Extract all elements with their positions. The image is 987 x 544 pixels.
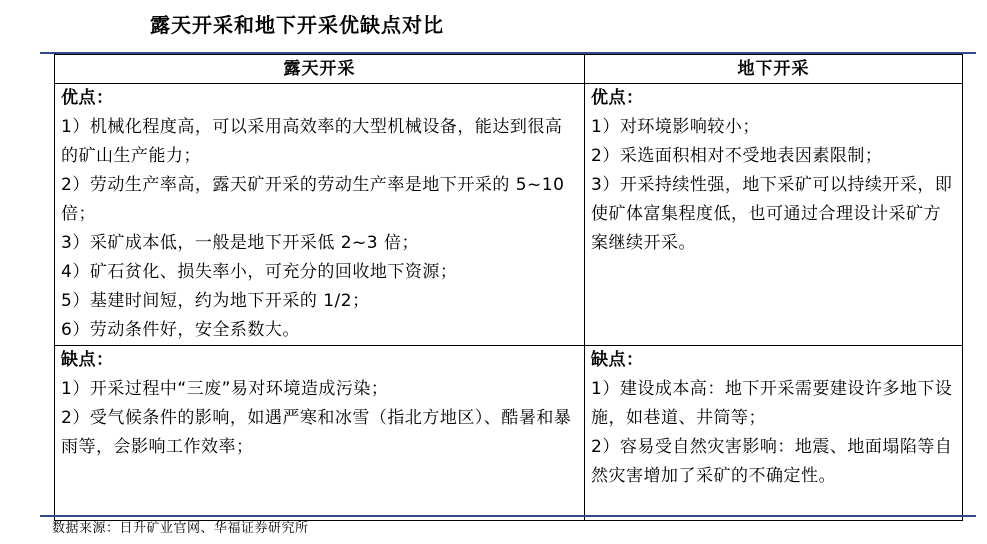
list-item: 1）对环境影响较小； <box>591 117 760 137</box>
header-underground: 地下开采 <box>585 55 963 84</box>
source-note: 数据来源：日升矿业官网、华福证券研究所 <box>52 521 309 536</box>
header-open-pit: 露天开采 <box>55 55 585 84</box>
list-item: 3）开采持续性强，地下采矿可以持续开采，即使矿体富集程度低，也可通过合理设计采矿方案继续开采。 <box>591 175 953 253</box>
page-title: 露天开采和地下开采优缺点对比 <box>150 13 444 37</box>
pros-row <box>55 84 963 346</box>
comparison-table <box>54 54 963 521</box>
underground-pros-cell <box>585 84 963 346</box>
list-item: 3）采矿成本低，一般是地下开采低 2~3 倍； <box>61 233 419 253</box>
list-item: 6）劳动条件好，安全系数大。 <box>61 320 300 340</box>
list-item: 2）受气候条件的影响，如遇严寒和冰雪（指北方地区）、酷暑和暴雨等，会影响工作效率； <box>61 408 572 457</box>
cons-label: 缺点： <box>591 350 644 370</box>
open-pit-pros-cell <box>55 84 585 346</box>
list-item: 5）基建时间短，约为地下开采的 1/2； <box>61 291 370 311</box>
list-item: 2）采选面积相对不受地表因素限制； <box>591 146 883 166</box>
open-pit-cons-cell <box>55 346 585 521</box>
bottom-rule <box>40 515 976 517</box>
list-item: 1）机械化程度高，可以采用高效率的大型机械设备，能达到很高的矿山生产能力； <box>61 117 563 166</box>
list-item: 2）劳动生产率高，露天矿开采的劳动生产率是地下开采的 5~10 倍； <box>61 175 565 224</box>
list-item: 2）容易受自然灾害影响：地震、地面塌陷等自然灾害增加了采矿的不确定性。 <box>591 437 953 486</box>
pros-label: 优点： <box>61 88 114 108</box>
list-item: 4）矿石贫化、损失率小，可充分的回收地下资源； <box>61 262 458 282</box>
list-item: 1）建设成本高：地下开采需要建设许多地下设施，如巷道、井筒等； <box>591 379 953 428</box>
cons-row <box>55 346 963 521</box>
cons-label: 缺点： <box>61 350 114 370</box>
list-item: 1）开采过程中“三废”易对环境造成污染； <box>61 379 389 399</box>
pros-label: 优点： <box>591 88 644 108</box>
underground-cons-cell <box>585 346 963 521</box>
table-header-row <box>55 55 963 84</box>
